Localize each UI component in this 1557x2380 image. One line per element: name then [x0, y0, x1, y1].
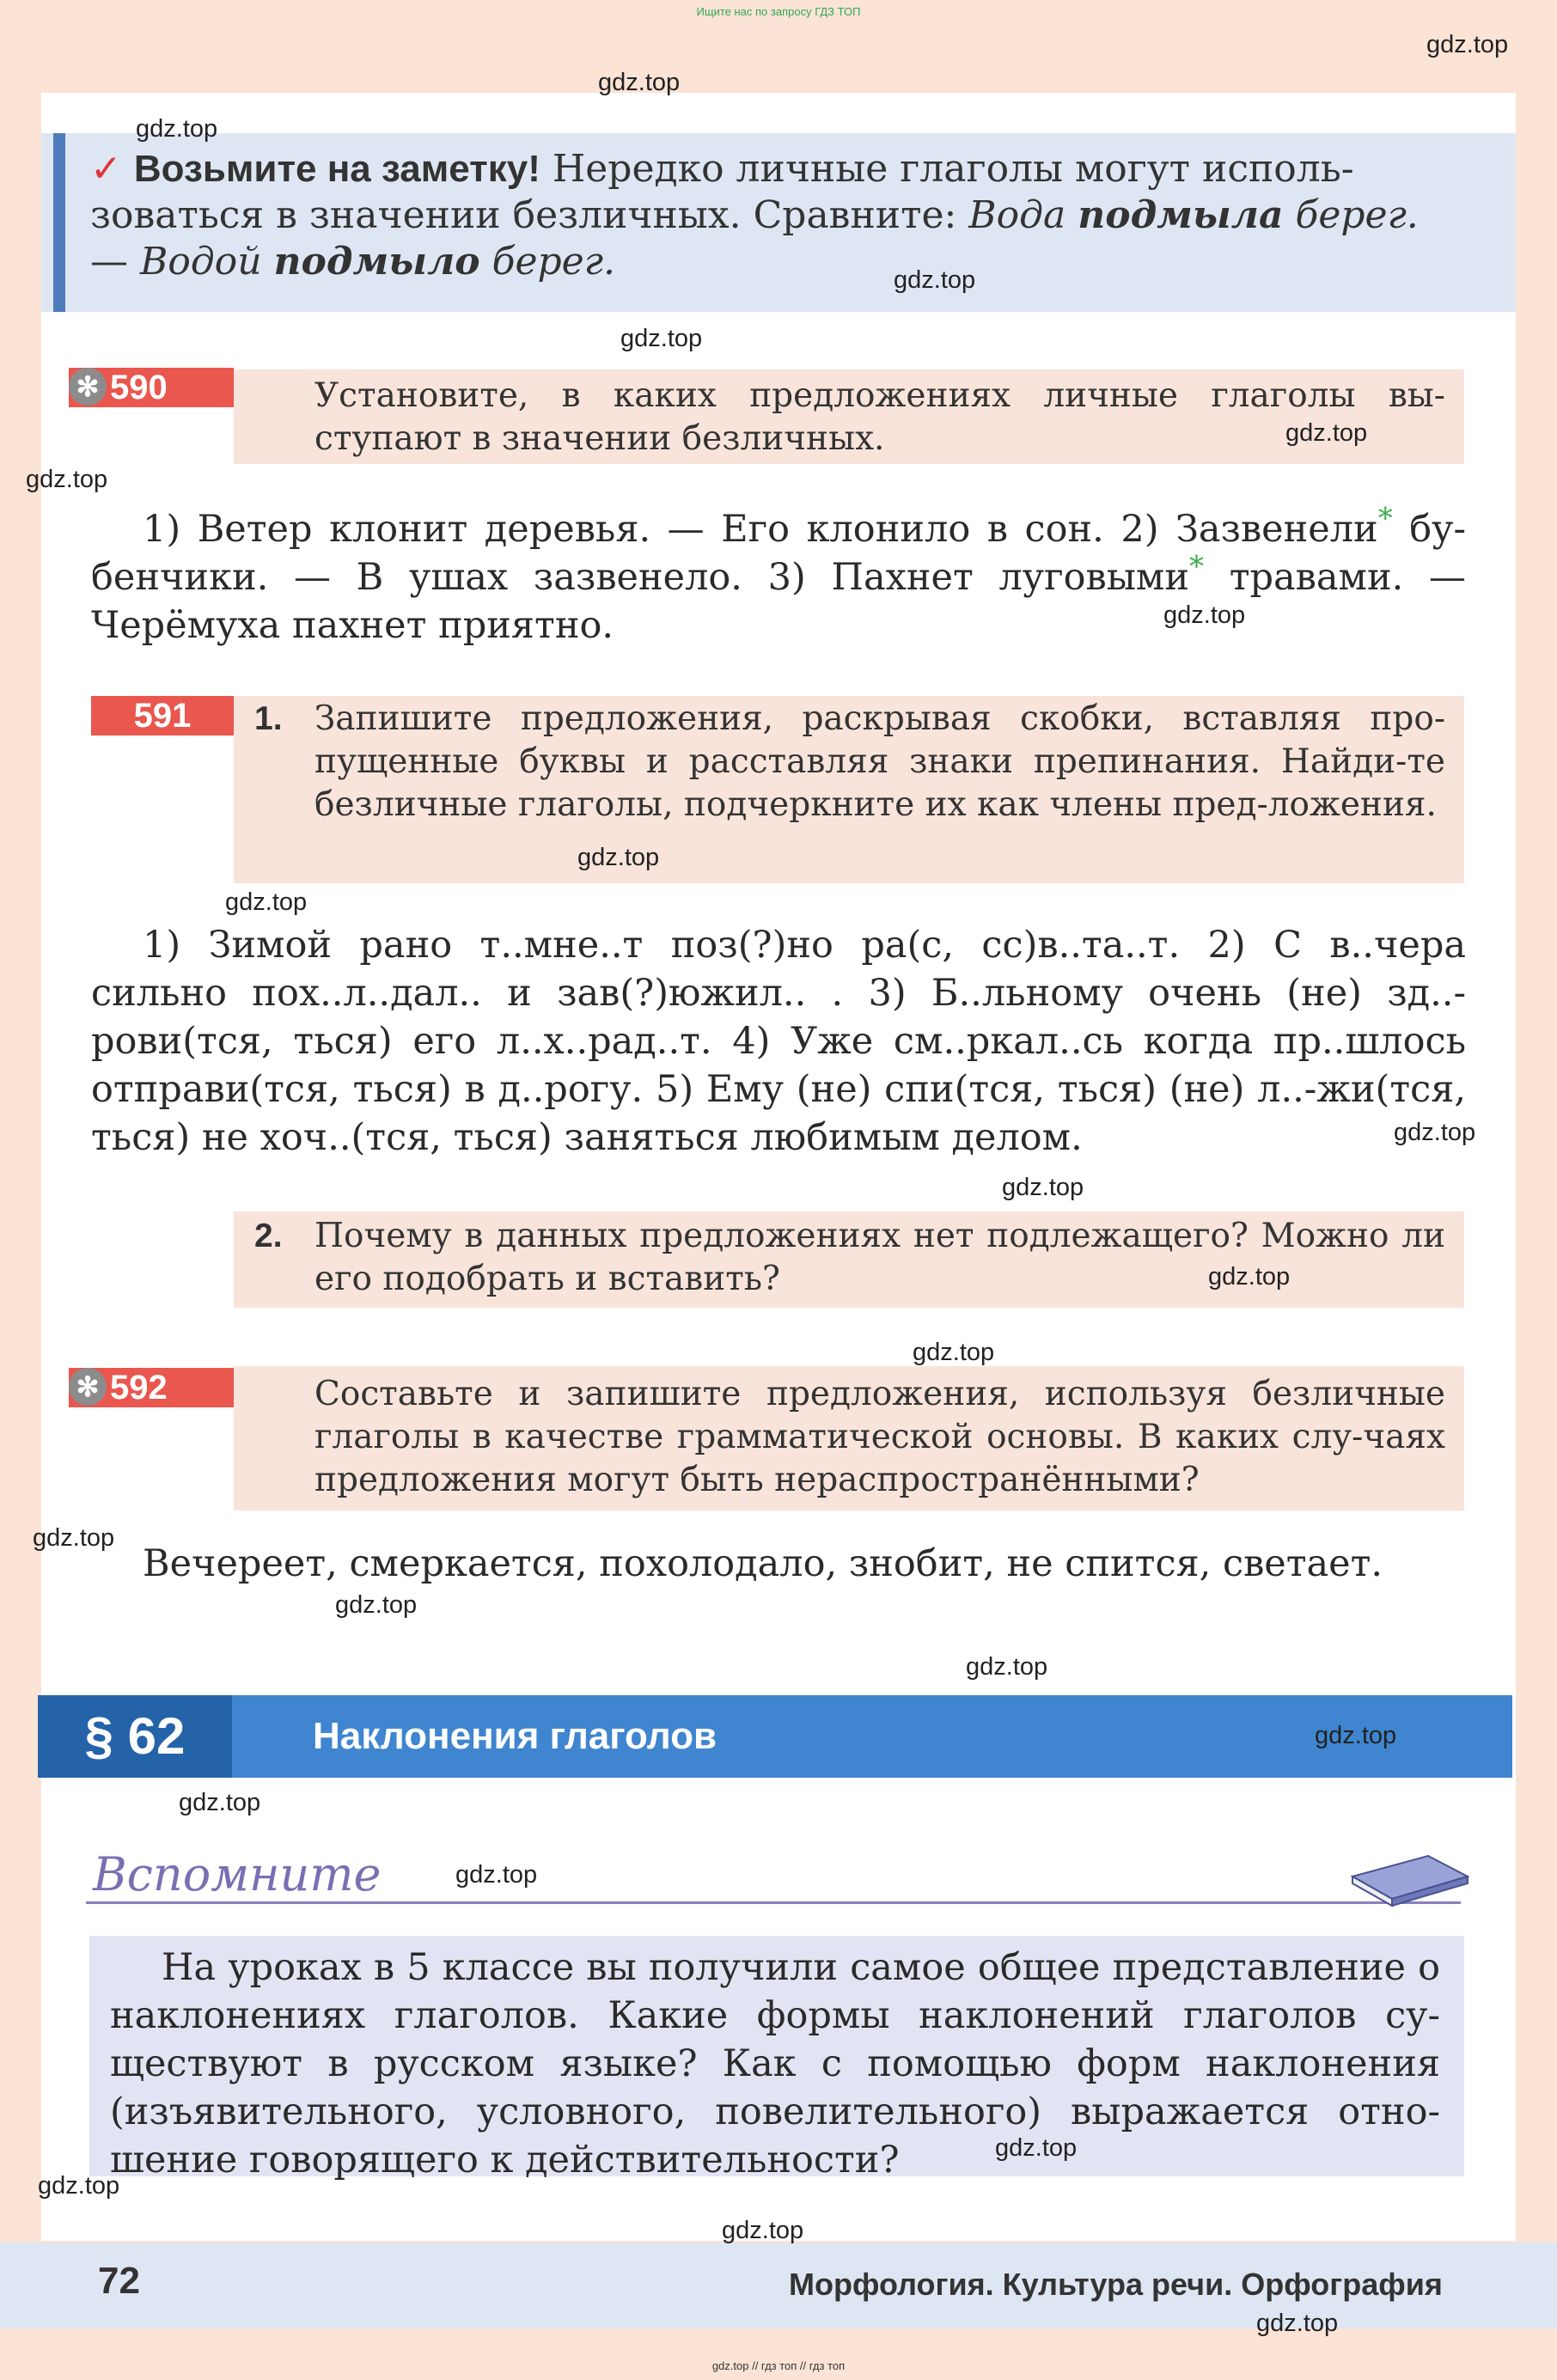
note-body: Нередко личные глаголы могут исполь-зоваться в значении безличных. Сравните:	[90, 147, 1354, 237]
note-text	[90, 146, 1465, 285]
watermark: gdz.top	[1285, 419, 1368, 447]
watermark: gdz.top	[1002, 1174, 1084, 1201]
watermark: gdz.top	[1208, 1263, 1291, 1291]
note-example: Вода	[968, 193, 1078, 237]
watermark: gdz.top	[995, 2134, 1078, 2162]
watermark: gdz.top	[33, 1524, 115, 1552]
remember-label: Вспомните	[93, 1847, 382, 1901]
task-592-instruction: Составьте и запишите предложения, используя безличные глаголы в качестве грамматической основы. В каких слу-чаях предложения могут быть нераспространёнными?	[314, 1375, 1445, 1499]
note-example: берег.	[1283, 193, 1419, 237]
star-icon: ✻	[69, 1368, 107, 1406]
watermark: gdz.top	[1315, 1722, 1397, 1749]
star-icon: ✻	[69, 368, 107, 406]
task-590-number-label: 590	[110, 369, 168, 406]
task-591-part1-label: 1.	[254, 700, 283, 737]
task-590-line: 1) Ветер клонит деревья. — Его клонило в сон. 2) Зазвенели	[143, 508, 1378, 551]
watermark: gdz.top	[1426, 31, 1509, 58]
task-591-part2-text: Почему в данных предложениях нет подлежащего? Можно ли его подобрать и вставить?	[314, 1217, 1445, 1298]
remember-divider	[86, 1901, 1461, 1904]
watermark: gdz.top	[335, 1591, 418, 1619]
watermark: gdz.top	[722, 2217, 804, 2244]
note-example: Водой	[140, 240, 274, 284]
book-icon	[1349, 1839, 1469, 1907]
watermark: gdz.top	[26, 466, 108, 493]
watermark: gdz.top	[620, 325, 703, 352]
watermark: gdz.top	[38, 2172, 120, 2200]
note-example-bold: подмыла	[1078, 193, 1284, 237]
task-591-body: 1) Зимой рано т..мне..т поз(?)но ра(с, сс)в..та..т. 2) С в..чера сильно пох..л..дал.. и зав(?)южил.. . 3) Б..льному очень (не) зд..-рови(тся, ться) его л..х..рад..т. 4) Уже см..ркал..сь когда пр..шлось отправи(тся, ться) в д..рогу. 5) Ему (не) спи(тся, ться) (не) л..-жи(тся, ться) не хоч..(тся, ться) заняться любимым делом.	[91, 924, 1466, 1159]
task-592-body: Вечереет, смеркается, похолодало, знобит, не спится, светает.	[143, 1542, 1383, 1585]
section-header	[38, 1695, 1512, 1778]
task-591-part2-label: 2.	[254, 1217, 283, 1254]
note-heading: Возьмите на заметку!	[133, 148, 540, 190]
check-icon: ✓	[90, 147, 122, 191]
section-title: Наклонения глаголов	[313, 1715, 717, 1757]
note-example-bold: подмыло	[273, 240, 480, 284]
bottom-note: gdz.top // гдз топ // гдз топ	[711, 2359, 846, 2372]
watermark: gdz.top	[1163, 601, 1246, 629]
asterisk-marker: *	[1377, 501, 1393, 536]
task-592-number-label: 592	[110, 1369, 168, 1407]
watermark: gdz.top	[136, 115, 218, 143]
watermark: gdz.top	[179, 1789, 261, 1816]
task-591-number: 591	[91, 696, 234, 735]
watermark: gdz.top	[225, 888, 308, 916]
task-590-instruction: Установите, в каких предложениях личные глаголы вы-ступают в значении безличных.	[314, 376, 1445, 458]
watermark: gdz.top	[577, 844, 660, 871]
watermark: gdz.top	[913, 1339, 995, 1366]
page-number: 72	[98, 2260, 140, 2302]
watermark: gdz.top	[455, 1861, 538, 1889]
top-note: Ищите нас по запросу ГДЗ ТОП	[696, 5, 861, 18]
note-bar	[53, 133, 65, 312]
watermark: gdz.top	[1256, 2310, 1339, 2337]
remember-text: На уроках в 5 классе вы получили самое общее представление о наклонениях глаголов. Какие формы наклонений глаголов су-ществуют в русском языке? Как с помощью форм наклонения (изъявительного, условного, повелительного) выражается отно-шение говорящего к действительности?	[110, 1946, 1440, 2182]
section-number: § 62	[38, 1695, 232, 1778]
watermark: gdz.top	[966, 1653, 1048, 1681]
task-590-line: бу-бенчики. — В ушах зазвенело. 3) Пахнет луговыми	[91, 508, 1466, 599]
task-590-line: травами. — Черёмуха пахнет приятно.	[91, 556, 1466, 647]
note-dash: —	[90, 240, 140, 284]
task-591-part1-text: Запишите предложения, раскрывая скобки, вставляя про-пущенные буквы и расставляя знаки препинания. Найди-те безличные глаголы, подчеркните их как члены пред-ложения.	[314, 699, 1445, 824]
watermark: gdz.top	[894, 266, 976, 294]
footer-title: Морфология. Культура речи. Орфография	[789, 2267, 1443, 2302]
task-590-number	[69, 368, 234, 407]
asterisk-marker: *	[1189, 549, 1205, 584]
note-example: берег.	[479, 240, 615, 284]
watermark: gdz.top	[598, 69, 681, 96]
task-590-body	[91, 501, 1466, 650]
watermark: gdz.top	[1394, 1119, 1476, 1146]
task-592-number	[69, 1368, 234, 1407]
